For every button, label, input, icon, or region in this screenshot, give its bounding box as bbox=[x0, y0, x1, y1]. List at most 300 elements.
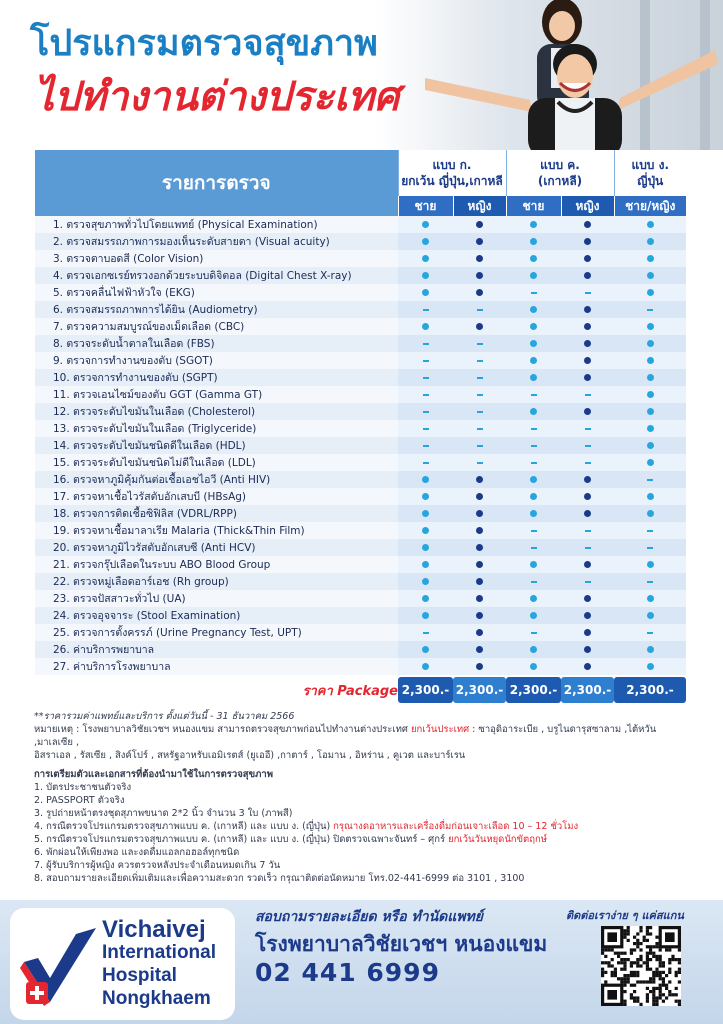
mark-cell bbox=[614, 437, 686, 454]
mark-cell bbox=[614, 556, 686, 573]
mark-cell bbox=[614, 539, 686, 556]
remark-highlight: ยกเว้นประเทศ bbox=[410, 724, 470, 735]
mark-cell bbox=[453, 318, 506, 335]
mark-cell bbox=[506, 216, 561, 233]
mark-cell bbox=[614, 403, 686, 420]
mark-cell bbox=[506, 590, 561, 607]
included-dot bbox=[422, 646, 429, 653]
not-included-mark bbox=[477, 377, 483, 379]
not-included-mark bbox=[585, 547, 591, 549]
table-row bbox=[35, 556, 686, 573]
not-included-mark bbox=[585, 530, 591, 532]
item-name: 20. ตรวจหาภูมิไวรัสตับอักเสบซี (Anti HCV) bbox=[35, 539, 398, 556]
remark-text: หมายเหตุ : โรงพยาบาลวิชัยเวชฯ หนองแขม สามารถตรวจสุขภาพก่อนไปทำงานต่างประเทศ bbox=[34, 724, 411, 735]
included-dot bbox=[584, 272, 591, 279]
table-row bbox=[35, 301, 686, 318]
mark-cell bbox=[506, 386, 561, 403]
prep-text: 7. ผู้รับบริการผู้หญิง ควรตรวจหลังประจำเดือนหมดเกิน 7 วัน bbox=[34, 860, 281, 871]
included-dot bbox=[647, 425, 654, 432]
included-dot bbox=[422, 289, 429, 296]
price-note: **ราคารวมค่าแพทย์และบริการ ตั้งแต่วันนี้ - 31 ธันวาคม 2566 bbox=[34, 711, 295, 722]
item-name: 16. ตรวจหาภูมิคุ้มกันต่อเชื้อเอชไอวี (Anti HIV) bbox=[35, 471, 398, 488]
not-included-mark bbox=[477, 343, 483, 345]
not-included-mark bbox=[647, 581, 653, 583]
mark-cell bbox=[506, 335, 561, 352]
item-name: 22. ตรวจหมู่เลือดอาร์เอช (Rh group) bbox=[35, 573, 398, 590]
included-dot bbox=[584, 323, 591, 330]
included-dot bbox=[584, 510, 591, 517]
logo-line: International bbox=[102, 942, 217, 963]
included-dot bbox=[476, 255, 483, 262]
mark-cell bbox=[398, 471, 453, 488]
table-row bbox=[35, 267, 686, 284]
mark-cell bbox=[614, 522, 686, 539]
table-row bbox=[35, 386, 686, 403]
mark-cell bbox=[398, 658, 453, 675]
mark-cell bbox=[561, 267, 614, 284]
included-dot bbox=[476, 527, 483, 534]
mark-cell bbox=[453, 488, 506, 505]
prep-item bbox=[34, 846, 694, 859]
included-dot bbox=[647, 612, 654, 619]
table-row bbox=[35, 573, 686, 590]
mark-cell bbox=[453, 590, 506, 607]
contact-prompt: สอบถามรายละเอียด หรือ ทำนัดแพทย์ bbox=[255, 909, 483, 925]
mark-cell bbox=[506, 573, 561, 590]
mark-cell bbox=[561, 658, 614, 675]
hospital-logo bbox=[10, 908, 235, 1020]
package-c-name: แบบ ค. bbox=[540, 158, 580, 172]
included-dot bbox=[530, 255, 537, 262]
sex-header-all-d: ชาย/หญิง bbox=[614, 196, 686, 216]
mark-cell bbox=[453, 352, 506, 369]
included-dot bbox=[647, 357, 654, 364]
mark-cell bbox=[506, 318, 561, 335]
item-name: 27. ค่าบริการโรงพยาบาล bbox=[35, 658, 398, 675]
included-dot bbox=[476, 238, 483, 245]
mark-cell bbox=[506, 471, 561, 488]
included-dot bbox=[647, 493, 654, 500]
mark-cell bbox=[614, 284, 686, 301]
table-row bbox=[35, 216, 686, 233]
included-dot bbox=[422, 663, 429, 670]
mark-cell bbox=[506, 624, 561, 641]
included-dot bbox=[647, 391, 654, 398]
included-dot bbox=[530, 238, 537, 245]
mark-cell bbox=[506, 556, 561, 573]
price-label: ราคา Package bbox=[302, 683, 398, 699]
included-dot bbox=[422, 476, 429, 483]
included-dot bbox=[530, 408, 537, 415]
included-dot bbox=[530, 272, 537, 279]
sex-header-female-a: หญิง bbox=[453, 196, 506, 216]
included-dot bbox=[530, 476, 537, 483]
mark-cell bbox=[506, 607, 561, 624]
mark-cell bbox=[453, 454, 506, 471]
mark-cell bbox=[398, 318, 453, 335]
mark-cell bbox=[453, 505, 506, 522]
item-name: 6. ตรวจสมรรถภาพการได้ยิน (Audiometry) bbox=[35, 301, 398, 318]
not-included-mark bbox=[477, 360, 483, 362]
included-dot bbox=[584, 340, 591, 347]
not-included-mark bbox=[585, 394, 591, 396]
mark-cell bbox=[614, 267, 686, 284]
table-row bbox=[35, 284, 686, 301]
mark-cell bbox=[506, 267, 561, 284]
mark-cell bbox=[614, 471, 686, 488]
included-dot bbox=[530, 612, 537, 619]
sex-header-male-a: ชาย bbox=[398, 196, 453, 216]
included-dot bbox=[647, 459, 654, 466]
mark-cell bbox=[561, 454, 614, 471]
table-row bbox=[35, 318, 686, 335]
mark-cell bbox=[506, 658, 561, 675]
included-dot bbox=[647, 646, 654, 653]
table-row bbox=[35, 641, 686, 658]
prep-text: 8. สอบถามรายละเอียดเพิ่มเติมและเพื่อความสะดวก รวดเร็ว กรุณาติดต่อนัดหมาย โทร.02-441-6999 ต่อ 3101 , 3100 bbox=[34, 873, 525, 884]
item-name: 21. ตรวจกรุ๊ปเลือดในระบบ ABO Blood Group bbox=[35, 556, 398, 573]
prep-text: 1. บัตรประชาชนตัวจริง bbox=[34, 782, 132, 793]
table-row bbox=[35, 369, 686, 386]
mark-cell bbox=[453, 284, 506, 301]
header-item-label: รายการตรวจ bbox=[35, 150, 398, 216]
included-dot bbox=[647, 374, 654, 381]
mark-cell bbox=[398, 267, 453, 284]
title-line-1: โปรแกรมตรวจสุขภาพ bbox=[30, 23, 378, 64]
package-a-header bbox=[398, 150, 506, 196]
mark-cell bbox=[561, 318, 614, 335]
not-included-mark bbox=[477, 428, 483, 430]
mark-cell bbox=[561, 301, 614, 318]
package-c-header bbox=[506, 150, 614, 196]
remark-countries: อิสราเอล , รัสเซีย , สิงค์โปร์ , สหรัฐอาหรับเอมิเรตส์ (ยูเออี) ,กาตาร์ , โอมาน , อิหร่าน , คูเวต และบาร์เรน bbox=[34, 750, 466, 761]
mark-cell bbox=[506, 641, 561, 658]
mark-cell bbox=[561, 641, 614, 658]
table-row bbox=[35, 233, 686, 250]
mark-cell bbox=[561, 369, 614, 386]
mark-cell bbox=[398, 301, 453, 318]
package-a-desc: ยกเว้น ญี่ปุ่น,เกาหลี bbox=[401, 174, 503, 188]
table-row bbox=[35, 335, 686, 352]
table-row bbox=[35, 624, 686, 641]
item-name: 11. ตรวจเอนไซม์ของตับ GGT (Gamma GT) bbox=[35, 386, 398, 403]
included-dot bbox=[530, 323, 537, 330]
included-dot bbox=[476, 323, 483, 330]
table-row bbox=[35, 488, 686, 505]
mark-cell bbox=[614, 641, 686, 658]
not-included-mark bbox=[477, 411, 483, 413]
package-c-desc: (เกาหลี) bbox=[537, 174, 583, 188]
mark-cell bbox=[398, 624, 453, 641]
footer bbox=[0, 900, 723, 1024]
not-included-mark bbox=[423, 360, 429, 362]
mark-cell bbox=[506, 250, 561, 267]
included-dot bbox=[647, 272, 654, 279]
item-name: 18. ตรวจการติดเชื้อซิฟิลิส (VDRL/RPP) bbox=[35, 505, 398, 522]
table-row bbox=[35, 522, 686, 539]
mark-cell bbox=[614, 233, 686, 250]
prep-item bbox=[34, 794, 694, 807]
prep-item bbox=[34, 833, 694, 846]
notes-section bbox=[34, 710, 694, 885]
included-dot bbox=[584, 408, 591, 415]
item-name: 15. ตรวจระดับไขมันชนิดไม่ดีในเลือด (LDL) bbox=[35, 454, 398, 471]
prep-title: การเตรียมตัวและเอกสารที่ต้องนำมาใช้ในการตรวจสุขภาพ bbox=[34, 769, 273, 780]
mark-cell bbox=[614, 658, 686, 675]
included-dot bbox=[530, 357, 537, 364]
included-dot bbox=[647, 663, 654, 670]
mark-cell bbox=[561, 216, 614, 233]
included-dot bbox=[476, 493, 483, 500]
mark-cell bbox=[561, 556, 614, 573]
mark-cell bbox=[561, 522, 614, 539]
mark-cell bbox=[506, 488, 561, 505]
mark-cell bbox=[561, 420, 614, 437]
mark-cell bbox=[614, 352, 686, 369]
included-dot bbox=[530, 493, 537, 500]
mark-cell bbox=[453, 556, 506, 573]
not-included-mark bbox=[477, 309, 483, 311]
included-dot bbox=[476, 578, 483, 585]
not-included-mark bbox=[585, 462, 591, 464]
mark-cell bbox=[561, 250, 614, 267]
mark-cell bbox=[453, 471, 506, 488]
mark-cell bbox=[398, 454, 453, 471]
included-dot bbox=[584, 612, 591, 619]
not-included-mark bbox=[423, 632, 429, 634]
prep-item bbox=[34, 807, 694, 820]
included-dot bbox=[476, 272, 483, 279]
mark-cell bbox=[398, 488, 453, 505]
item-name: 24. ตรวจอุจจาระ (Stool Examination) bbox=[35, 607, 398, 624]
mark-cell bbox=[398, 386, 453, 403]
not-included-mark bbox=[531, 394, 537, 396]
logo-wordmark bbox=[102, 918, 216, 1010]
included-dot bbox=[647, 595, 654, 602]
prep-item bbox=[34, 859, 694, 872]
mark-cell bbox=[506, 437, 561, 454]
price-badge: 2,300.- bbox=[561, 677, 614, 703]
mark-cell bbox=[561, 590, 614, 607]
mark-cell bbox=[453, 267, 506, 284]
item-name: 1. ตรวจสุขภาพทั่วไปโดยแพทย์ (Physical Examination) bbox=[35, 216, 398, 233]
table-row bbox=[35, 403, 686, 420]
mark-cell bbox=[614, 335, 686, 352]
included-dot bbox=[476, 663, 483, 670]
not-included-mark bbox=[423, 309, 429, 311]
mark-cell bbox=[506, 233, 561, 250]
included-dot bbox=[584, 255, 591, 262]
item-name: 26. ค่าบริการพยาบาล bbox=[35, 641, 398, 658]
mark-cell bbox=[506, 352, 561, 369]
included-dot bbox=[476, 595, 483, 602]
mark-cell bbox=[398, 369, 453, 386]
mark-cell bbox=[453, 539, 506, 556]
not-included-mark bbox=[477, 462, 483, 464]
included-dot bbox=[584, 221, 591, 228]
included-dot bbox=[476, 476, 483, 483]
mark-cell bbox=[398, 539, 453, 556]
included-dot bbox=[530, 306, 537, 313]
table-row bbox=[35, 437, 686, 454]
mark-cell bbox=[398, 522, 453, 539]
mark-cell bbox=[614, 590, 686, 607]
mark-cell bbox=[561, 233, 614, 250]
logo-line: Vichaivej bbox=[102, 916, 206, 943]
mark-cell bbox=[614, 573, 686, 590]
phone-number[interactable]: 02 441 6999 bbox=[255, 958, 440, 987]
included-dot bbox=[584, 629, 591, 636]
included-dot bbox=[422, 255, 429, 262]
included-dot bbox=[584, 374, 591, 381]
included-dot bbox=[422, 323, 429, 330]
included-dot bbox=[476, 646, 483, 653]
not-included-mark bbox=[531, 530, 537, 532]
mark-cell bbox=[398, 607, 453, 624]
not-included-mark bbox=[531, 581, 537, 583]
included-dot bbox=[422, 578, 429, 585]
mark-cell bbox=[561, 488, 614, 505]
table-row bbox=[35, 420, 686, 437]
included-dot bbox=[584, 595, 591, 602]
item-name: 7. ตรวจความสมบูรณ์ของเม็ดเลือด (CBC) bbox=[35, 318, 398, 335]
mark-cell bbox=[453, 301, 506, 318]
item-name: 17. ตรวจหาเชื้อไวรัสตับอักเสบบี (HBsAg) bbox=[35, 488, 398, 505]
table-row bbox=[35, 658, 686, 675]
mark-cell bbox=[561, 607, 614, 624]
mark-cell bbox=[453, 624, 506, 641]
mark-cell bbox=[453, 403, 506, 420]
mark-cell bbox=[614, 301, 686, 318]
item-name: 23. ตรวจปัสสาวะทั่วไป (UA) bbox=[35, 590, 398, 607]
mark-cell bbox=[506, 454, 561, 471]
not-included-mark bbox=[423, 428, 429, 430]
not-included-mark bbox=[423, 462, 429, 464]
not-included-mark bbox=[423, 445, 429, 447]
not-included-mark bbox=[477, 394, 483, 396]
included-dot bbox=[422, 272, 429, 279]
remark-text: : ซาอุดิอาระเบีย , บรูไนดารุสซาลาม ,ไต้หวัน ,มาเลเซีย , bbox=[34, 724, 657, 748]
mark-cell bbox=[614, 607, 686, 624]
price-row bbox=[35, 675, 686, 705]
included-dot bbox=[584, 663, 591, 670]
item-name: 3. ตรวจตาบอดสี (Color Vision) bbox=[35, 250, 398, 267]
included-dot bbox=[422, 510, 429, 517]
included-dot bbox=[422, 544, 429, 551]
mark-cell bbox=[506, 403, 561, 420]
included-dot bbox=[422, 595, 429, 602]
item-name: 14. ตรวจระดับไขมันชนิดดีในเลือด (HDL) bbox=[35, 437, 398, 454]
mark-cell bbox=[561, 386, 614, 403]
sex-header-female-c: หญิง bbox=[561, 196, 614, 216]
remark bbox=[34, 723, 694, 749]
included-dot bbox=[584, 561, 591, 568]
table-row bbox=[35, 454, 686, 471]
included-dot bbox=[476, 510, 483, 517]
mark-cell bbox=[561, 437, 614, 454]
mark-cell bbox=[614, 624, 686, 641]
not-included-mark bbox=[647, 632, 653, 634]
item-name: 19. ตรวจหาเชื้อมาลาเรีย Malaria (Thick&Thin Film) bbox=[35, 522, 398, 539]
not-included-mark bbox=[531, 632, 537, 634]
mark-cell bbox=[506, 522, 561, 539]
mark-cell bbox=[453, 386, 506, 403]
mark-cell bbox=[398, 641, 453, 658]
item-name: 25. ตรวจการตั้งครรภ์ (Urine Pregnancy Test, UPT) bbox=[35, 624, 398, 641]
included-dot bbox=[422, 238, 429, 245]
mark-cell bbox=[453, 437, 506, 454]
included-dot bbox=[422, 493, 429, 500]
mark-cell bbox=[398, 233, 453, 250]
mark-cell bbox=[453, 573, 506, 590]
included-dot bbox=[647, 340, 654, 347]
item-name: 2. ตรวจสมรรถภาพการมองเห็นระดับสายตา (Visual acuity) bbox=[35, 233, 398, 250]
price-badge: 2,300.- bbox=[614, 677, 686, 703]
prep-item bbox=[34, 872, 694, 885]
table-row bbox=[35, 505, 686, 522]
package-d-name: แบบ ง. bbox=[631, 158, 670, 172]
included-dot bbox=[584, 493, 591, 500]
not-included-mark bbox=[647, 479, 653, 481]
table-row bbox=[35, 352, 686, 369]
included-dot bbox=[530, 561, 537, 568]
included-dot bbox=[476, 289, 483, 296]
price-badge: 2,300.- bbox=[398, 677, 453, 703]
item-name: 12. ตรวจระดับไขมันในเลือด (Cholesterol) bbox=[35, 403, 398, 420]
not-included-mark bbox=[531, 462, 537, 464]
included-dot bbox=[584, 357, 591, 364]
mark-cell bbox=[398, 216, 453, 233]
not-included-mark bbox=[585, 581, 591, 583]
package-d-desc: ญี่ปุ่น bbox=[637, 174, 664, 188]
not-included-mark bbox=[585, 428, 591, 430]
included-dot bbox=[584, 306, 591, 313]
price-badge: 2,300.- bbox=[506, 677, 561, 703]
included-dot bbox=[584, 646, 591, 653]
not-included-mark bbox=[531, 445, 537, 447]
included-dot bbox=[647, 238, 654, 245]
included-dot bbox=[422, 527, 429, 534]
included-dot bbox=[647, 510, 654, 517]
mark-cell bbox=[561, 471, 614, 488]
mark-cell bbox=[614, 454, 686, 471]
item-name: 4. ตรวจเอกซเรย์ทรวงอกด้วยระบบดิจิตอล (Digital Chest X-ray) bbox=[35, 267, 398, 284]
package-d-header bbox=[614, 150, 686, 196]
not-included-mark bbox=[531, 428, 537, 430]
included-dot bbox=[530, 663, 537, 670]
scan-prompt: ติดต่อเราง่าย ๆ แค่สแกน bbox=[566, 909, 684, 922]
qr-code[interactable] bbox=[601, 926, 681, 1006]
not-included-mark bbox=[423, 411, 429, 413]
included-dot bbox=[530, 221, 537, 228]
table-row bbox=[35, 471, 686, 488]
mark-cell bbox=[453, 233, 506, 250]
mark-cell bbox=[561, 352, 614, 369]
mark-cell bbox=[561, 284, 614, 301]
mark-cell bbox=[398, 284, 453, 301]
table-row bbox=[35, 607, 686, 624]
included-dot bbox=[647, 221, 654, 228]
prep-text: 4. กรณีตรวจโปรแกรมตรวจสุขภาพแบบ ค. (เกาหลี) และ แบบ ง. (ญี่ปุ่น) bbox=[34, 821, 334, 832]
mark-cell bbox=[614, 318, 686, 335]
mark-cell bbox=[398, 556, 453, 573]
mark-cell bbox=[453, 250, 506, 267]
table-row bbox=[35, 590, 686, 607]
logo-line: Hospital bbox=[102, 965, 177, 986]
included-dot bbox=[647, 323, 654, 330]
included-dot bbox=[647, 408, 654, 415]
included-dot bbox=[647, 442, 654, 449]
